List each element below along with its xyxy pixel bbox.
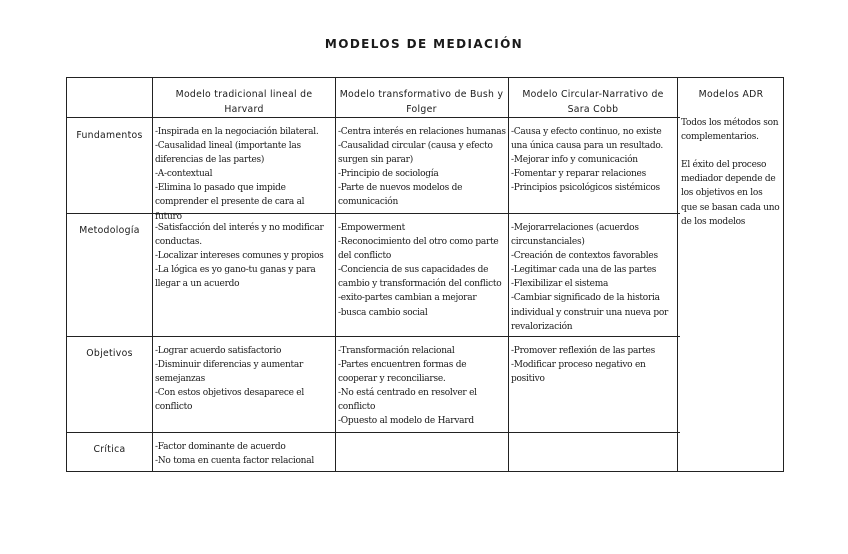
cell-line: -Reconocimiento del otro como parte del conflicto [338,237,499,262]
cell-objetivos-transformative [338,344,506,429]
cell-line: -Mejorarrelaciones (acuerdos circunstanciales) [511,223,639,248]
cell-line: -exito-partes cambian a mejorar [338,293,477,304]
cell-line: -Causa y efecto continuo, no existe una única causa para un resultado. [511,127,664,152]
cell-line: -Cambiar significado de la historia individual y construir una nueva por revalorización [511,293,669,332]
cell-line: -La lógica es yo gano-tu ganas y para llegar a un acuerdo [155,265,316,290]
cell-objetivos-harvard [155,344,333,414]
page-title: MODELOS DE MEDIACIÓN [324,37,524,51]
cell-line: -Opuesto al modelo de Harvard [338,416,474,427]
column-header-circular-narrative: Modelo Circular-Narrativo de Sara Cobb [522,89,664,115]
cell-line: -Promover reflexión de las partes [511,346,655,356]
adr-notes [681,116,781,243]
cell-line: -Legitimar cada una de las partes [511,265,657,276]
cell-line: -Fomentar y reparar relaciones [511,169,646,180]
column-header-transformative: Modelo transformativo de Bush y Folger [339,89,504,115]
cell-line: -Lograr acuerdo satisfactorio [155,346,282,356]
cell-line: -A-contextual [155,169,213,180]
cell-line: -Causalidad lineal (importante las diferencias de las partes) [155,141,301,166]
row-divider [67,336,680,337]
cell-line: -Flexibilizar el sistema [511,279,609,290]
cell-line: -busca cambio social [338,307,428,318]
column-header-harvard: Modelo tradicional lineal de Harvard [175,89,313,115]
column-divider [335,78,336,471]
row-header-critica: Crítica [93,444,126,455]
cell-line: -Partes encuentren formas de cooperar y reconciliarse. [338,360,467,385]
cell-line: -Mejorar info y comunicación [511,155,638,166]
cell-metodologia-transformative [338,221,506,320]
cell-line: -Conciencia de sus capacidades de cambio y transformación del conflicto [338,265,502,290]
column-divider [508,78,509,471]
cell-fundamentos-circular [511,125,675,195]
row-header-objetivos: Objetivos [86,348,133,359]
adr-note: El éxito del proceso mediador depende de los objetivos en los que se basan cada uno de los modelos [681,160,780,227]
column-divider [677,78,678,471]
cell-line: -No está centrado en resolver el conflicto [338,388,477,413]
cell-line: -Principios psicológicos sistémicos [511,183,660,194]
cell-line: -Parte de nuevos modelos de comunicación [338,183,463,208]
cell-line: -Creación de contextos favorables [511,251,658,262]
cell-line: -Modificar proceso negativo en positivo [511,360,646,385]
cell-line: -Principio de sociología [338,169,439,180]
cell-metodologia-harvard [155,221,333,291]
adr-note: Todos los métodos son complementarios. [681,118,779,143]
row-header-metodologia: Metodología [79,225,140,236]
cell-line: -Centra interés en relaciones humanas [338,127,506,137]
cell-critica-harvard [155,440,333,468]
cell-line: -No toma en cuenta factor relacional [155,456,314,467]
cell-line: -Empowerment [338,223,405,233]
mediation-models-table [66,77,784,472]
cell-fundamentos-harvard [155,125,333,224]
cell-line: -Factor dominante de acuerdo [155,442,286,452]
cell-line: -Localizar intereses comunes y propios [155,251,324,262]
cell-line: -Causalidad circular (causa y efecto surgen sin parar) [338,141,493,166]
row-divider [67,117,680,118]
row-divider [67,432,680,433]
cell-fundamentos-transformative [338,125,506,210]
cell-line: -Satisfacción del interés y no modificar conductas. [155,223,324,248]
cell-line: -Transformación relacional [338,346,455,356]
cell-line: -Con estos objetivos desaparece el conflicto [155,388,304,413]
cell-objetivos-circular [511,344,675,386]
cell-metodologia-circular [511,221,675,334]
row-header-fundamentos: Fundamentos [76,130,143,141]
column-header-adr: Modelos ADR [698,89,764,100]
cell-line: -Inspirada en la negociación bilateral. [155,127,319,137]
column-divider [152,78,153,471]
cell-line: -Elimina lo pasado que impide comprender el presente de cara al futuro [155,183,305,222]
cell-line: -Disminuir diferencias y aumentar semejanzas [155,360,304,385]
